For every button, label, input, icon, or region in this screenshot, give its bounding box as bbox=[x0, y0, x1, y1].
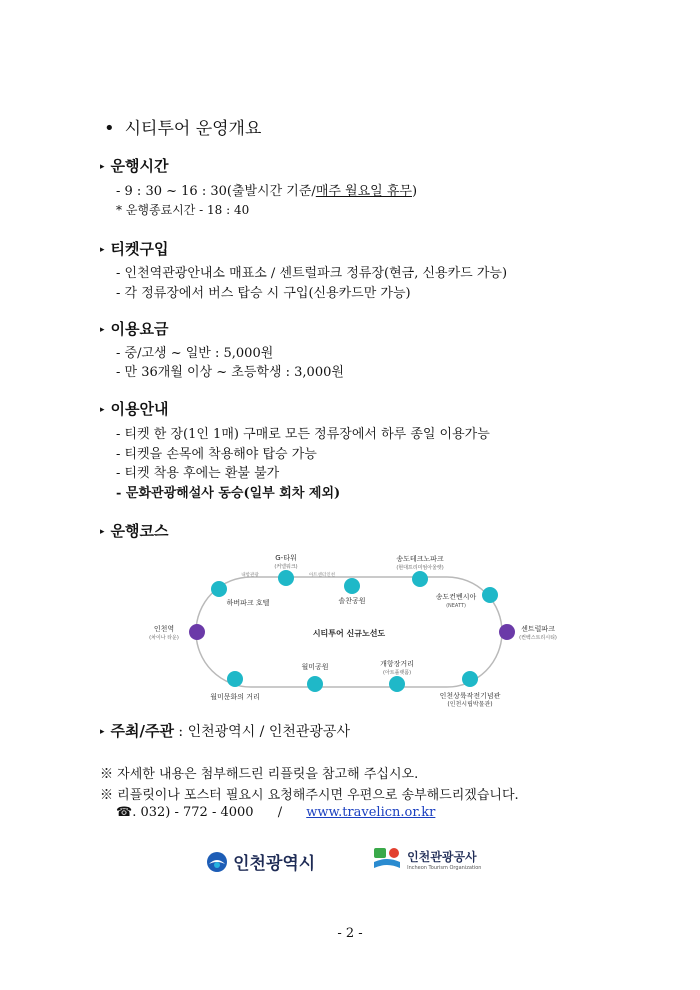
heading-text: 운행코스 bbox=[110, 522, 169, 540]
hours-line-1 bbox=[116, 180, 417, 199]
website-link[interactable]: www.travelicn.or.kr bbox=[306, 805, 436, 820]
stop-label-gtower: G-타워 bbox=[275, 554, 297, 562]
arrow-bullet-icon: ▸ bbox=[100, 527, 105, 537]
guide-line-4: - 문화관광해설사 동승(일부 회차 제외) bbox=[116, 486, 341, 501]
title-text: 시티투어 운영개요 bbox=[124, 119, 262, 139]
section-heading-guide bbox=[100, 398, 169, 419]
stop-sub-port: (아트플랫폼) bbox=[382, 670, 412, 676]
page-number: - 2 - bbox=[337, 926, 363, 941]
stop-sub-tech: (현대프리미엄아울렛) bbox=[396, 565, 444, 571]
stop-marker-tiny1 bbox=[211, 581, 227, 597]
title-bullet: • bbox=[104, 118, 115, 139]
hours-line-1-prefix: - 9 : 30 ~ 16 : 30(출발시간 기준/ bbox=[116, 184, 316, 199]
heading-text: 이용안내 bbox=[110, 400, 169, 418]
arrow-bullet-icon: ▸ bbox=[100, 162, 105, 172]
section-heading-fee bbox=[100, 318, 169, 339]
stop-marker-incheon bbox=[189, 624, 205, 640]
hours-line-1-suffix: ) bbox=[411, 184, 418, 199]
section-heading-hours bbox=[100, 155, 169, 176]
stop-sub-gtower: (커넬워크) bbox=[274, 564, 298, 570]
page-title bbox=[104, 114, 261, 139]
guide-line-2: - 티켓을 손목에 착용해야 탑승 가능 bbox=[116, 447, 317, 462]
host-text: : 인천광역시 / 인천관광공사 bbox=[173, 724, 350, 740]
stop-marker-convensia bbox=[482, 587, 498, 603]
stop-marker-wolmi-culture bbox=[227, 671, 243, 687]
phone-number: ☎. 032) - 772 - 4000 bbox=[116, 805, 254, 820]
stop-label-tiny1: 내항관광 bbox=[241, 573, 259, 578]
city-tour-route-map bbox=[140, 545, 560, 715]
fee-line-1: - 중/고생 ~ 일반 : 5,000원 bbox=[116, 346, 274, 361]
stop-sub-convensia: (NEATT) bbox=[446, 603, 466, 609]
stop-label-incheon: 인천역 bbox=[153, 625, 175, 633]
heading-text: 주최/주관 bbox=[110, 722, 174, 740]
route-map-title: 시티투어 신규노선도 bbox=[312, 629, 386, 638]
stop-label-central: 센트럴파크 bbox=[521, 625, 555, 633]
note-line-2: ※ 리플릿이나 포스터 필요시 요청해주시면 우편으로 송부해드리겠습니다. bbox=[100, 788, 519, 803]
stop-label-sochan: 솔찬공원 bbox=[338, 597, 366, 605]
incheon-city-logo-text: 인천광역시 bbox=[233, 854, 316, 874]
stop-label-wolmi-park: 월미공원 bbox=[301, 663, 329, 671]
stop-sub-central: (컨벡스트리시티) bbox=[519, 635, 557, 641]
incheon-tourism-logo bbox=[372, 846, 481, 872]
stop-label-landing: 인천상륙작전기념관 bbox=[439, 692, 501, 700]
contact-line bbox=[116, 805, 435, 820]
stop-marker-gtower bbox=[278, 570, 294, 586]
heading-text: 이용요금 bbox=[110, 320, 169, 338]
guide-line-3: - 티켓 착용 후에는 환불 불가 bbox=[116, 466, 280, 481]
arrow-bullet-icon: ▸ bbox=[100, 245, 105, 255]
incheon-tourism-logo-en: Incheon Tourism Organization bbox=[407, 864, 482, 871]
note-line-1: ※ 자세한 내용은 첨부해드린 리플릿을 참고해 주십시오. bbox=[100, 767, 419, 782]
stop-label-convensia: 송도컨벤시아 bbox=[435, 593, 477, 601]
stop-marker-sochan bbox=[344, 578, 360, 594]
section-heading-host bbox=[100, 720, 350, 741]
incheon-city-emblem-icon bbox=[206, 851, 228, 873]
incheon-tourism-emblem-icon bbox=[372, 846, 402, 872]
stop-label-tech: 송도테크노파크 bbox=[396, 555, 444, 563]
arrow-bullet-icon: ▸ bbox=[100, 325, 105, 335]
incheon-city-logo bbox=[206, 849, 315, 874]
stop-label-harbor: 하버파크 호텔 bbox=[226, 599, 270, 607]
fee-line-2: - 만 36개월 이상 ~ 초등학생 : 3,000원 bbox=[116, 365, 344, 380]
stop-marker-landing bbox=[462, 671, 478, 687]
stop-sub-landing: (인천시립박물관) bbox=[447, 701, 493, 708]
section-heading-course bbox=[100, 520, 169, 541]
ticket-line-2: - 각 정류장에서 버스 탑승 시 구입(신용카드만 가능) bbox=[116, 286, 411, 301]
contact-separator: / bbox=[277, 805, 283, 820]
stop-marker-central bbox=[499, 624, 515, 640]
ticket-line-1: - 인천역관광안내소 매표소 / 센트럴파크 정류장(현금, 신용카드 가능) bbox=[116, 266, 508, 281]
stop-marker-wolmi-park bbox=[307, 676, 323, 692]
heading-text: 운행시간 bbox=[110, 157, 169, 175]
stop-label-tiny2: 아트센터인천 bbox=[308, 573, 336, 578]
arrow-bullet-icon: ▸ bbox=[100, 727, 105, 737]
stop-label-port: 개항장거리 bbox=[380, 660, 414, 668]
closed-monday-highlight: 매주 월요일 휴무 bbox=[315, 184, 412, 199]
stop-sub-incheon: (차이나 타운) bbox=[149, 635, 179, 641]
incheon-tourism-logo-text: 인천관광공사 bbox=[407, 849, 477, 864]
stop-marker-tech bbox=[412, 571, 428, 587]
guide-line-1: - 티켓 한 장(1인 1매) 구매로 모든 정류장에서 하루 종일 이용가능 bbox=[116, 427, 490, 442]
heading-text: 티켓구입 bbox=[110, 240, 169, 258]
stop-marker-port bbox=[389, 676, 405, 692]
section-heading-ticket bbox=[100, 238, 169, 259]
arrow-bullet-icon: ▸ bbox=[100, 405, 105, 415]
stop-label-wolmi-culture: 월미문화의 거리 bbox=[210, 693, 260, 701]
hours-line-2: * 운행종료시간 - 18 : 40 bbox=[116, 203, 250, 217]
